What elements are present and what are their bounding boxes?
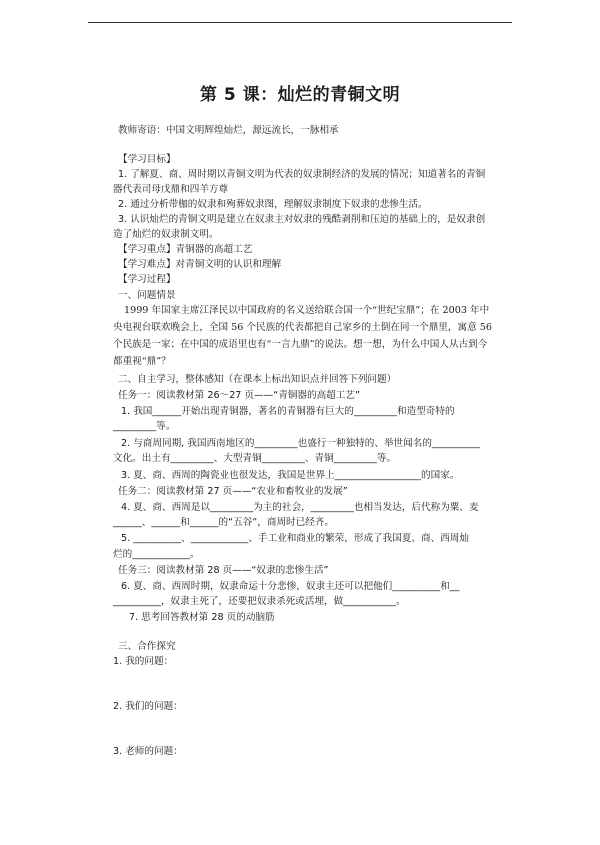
goal-1-line-2: 器代表司母戊鼎和四羊方尊 bbox=[113, 184, 229, 195]
goals-heading: 【学习目标】 bbox=[118, 154, 176, 165]
difficulty: 【学习难点】对青铜文明的认识和理解 bbox=[118, 259, 282, 270]
question-2-line-1: 2. 与商周同期, 我国西南地区的_________也盛行一种独特的、举世闻名的__________ bbox=[121, 438, 480, 449]
question-1-line-2: _________等。 bbox=[113, 421, 176, 432]
question-6-line-2: __________，奴隶主死了，还要把奴隶杀死或活埋，做___________。 bbox=[113, 596, 406, 607]
header-rule bbox=[88, 22, 512, 23]
section-3-heading: 三、合作探究 bbox=[118, 641, 176, 652]
task-3-heading: 任务三：阅读教材第 28 页——“奴隶的悲惨生活” bbox=[118, 565, 329, 576]
my-question: 1. 我的问题： bbox=[113, 656, 174, 667]
goal-2: 2. 通过分析带枷的奴隶和殉葬奴隶图，理解奴隶制度下奴隶的悲惨生活。 bbox=[118, 199, 428, 210]
our-question: 2. 我们的问题： bbox=[113, 701, 183, 712]
question-4-line-2: ______、______和______的“五谷”，商周时已经齐。 bbox=[113, 517, 335, 528]
teacher-message: 教师寄语：中国文明辉煌灿烂，源远流长，一脉相承 bbox=[118, 125, 339, 136]
question-7: 7. 思考回答教材第 28 页的动脑筋 bbox=[129, 612, 275, 623]
scenario-line-4: 都重视“鼎”？ bbox=[113, 356, 171, 367]
goal-3-line-2: 造了灿烂的奴隶制文明。 bbox=[113, 229, 219, 240]
learning-process-heading: 【学习过程】 bbox=[118, 274, 176, 285]
question-4-line-1: 4. 夏、商、西周是以_________为主的社会，_________也相当发达，后代称为粟、麦 bbox=[121, 502, 479, 513]
teacher-question: 3. 老师的问题： bbox=[113, 746, 183, 757]
scenario-line-2: 央电视台联欢晚会上，全国 56 个民族的代表都把自己家乡的土倒在同一个鼎里，寓意 56 bbox=[113, 322, 492, 333]
question-3: 3. 夏、商、西周的陶瓷业也很发达，我国是世界上__________________的国家。 bbox=[121, 470, 460, 481]
question-5-line-1: 5. __________、____________、手工业和商业的繁荣，形成了我国夏、商、西周灿 bbox=[121, 533, 469, 544]
lesson-title: 第 5 课：灿烂的青铜文明 bbox=[199, 85, 401, 105]
scenario-line-1: 1999 年国家主席江泽民以中国政府的名义送给联合国一个“世纪宝鼎”；在 2003 年中 bbox=[124, 305, 490, 316]
question-2-line-2: 文化。出土有_________、大型青铜_________、青铜_________等。 bbox=[113, 453, 397, 464]
task-1-heading: 任务一：阅读教材第 26～27 页——“青铜器的高超工艺” bbox=[118, 390, 360, 401]
key-point: 【学习重点】青铜器的高超工艺 bbox=[118, 244, 253, 255]
goal-3-line-1: 3. 认识灿烂的青铜文明是建立在奴隶主对奴隶的残酷剥削和压迫的基础上的，是奴隶创 bbox=[118, 214, 486, 225]
section-1-heading: 一、问题情景 bbox=[118, 290, 176, 301]
question-5-line-2: 烂的____________。 bbox=[113, 549, 200, 560]
task-2-heading: 任务二：阅读教材第 27 页——“农业和畜牧业的发展” bbox=[118, 486, 348, 497]
scenario-line-3: 个民族是一家；在中国的成语里也有“一言九鼎”的说法。想一想，为什么中国人从古到今 bbox=[113, 339, 488, 350]
goal-1-line-1: 1. 了解夏、商、周时期以青铜文明为代表的奴隶制经济的发展的情况；知道著名的青铜 bbox=[118, 169, 486, 180]
question-6-line-1: 6. 夏、商、西周时期，奴隶命运十分悲惨，奴隶主还可以把他们__________和__ bbox=[121, 581, 460, 592]
section-2-heading: 二、自主学习，整体感知（在课本上标出知识点并回答下列问题） bbox=[118, 374, 397, 385]
question-1-line-1: 1. 我国______开始出现青铜器，著名的青铜器有巨大的_________和造型奇特的 bbox=[121, 406, 455, 417]
